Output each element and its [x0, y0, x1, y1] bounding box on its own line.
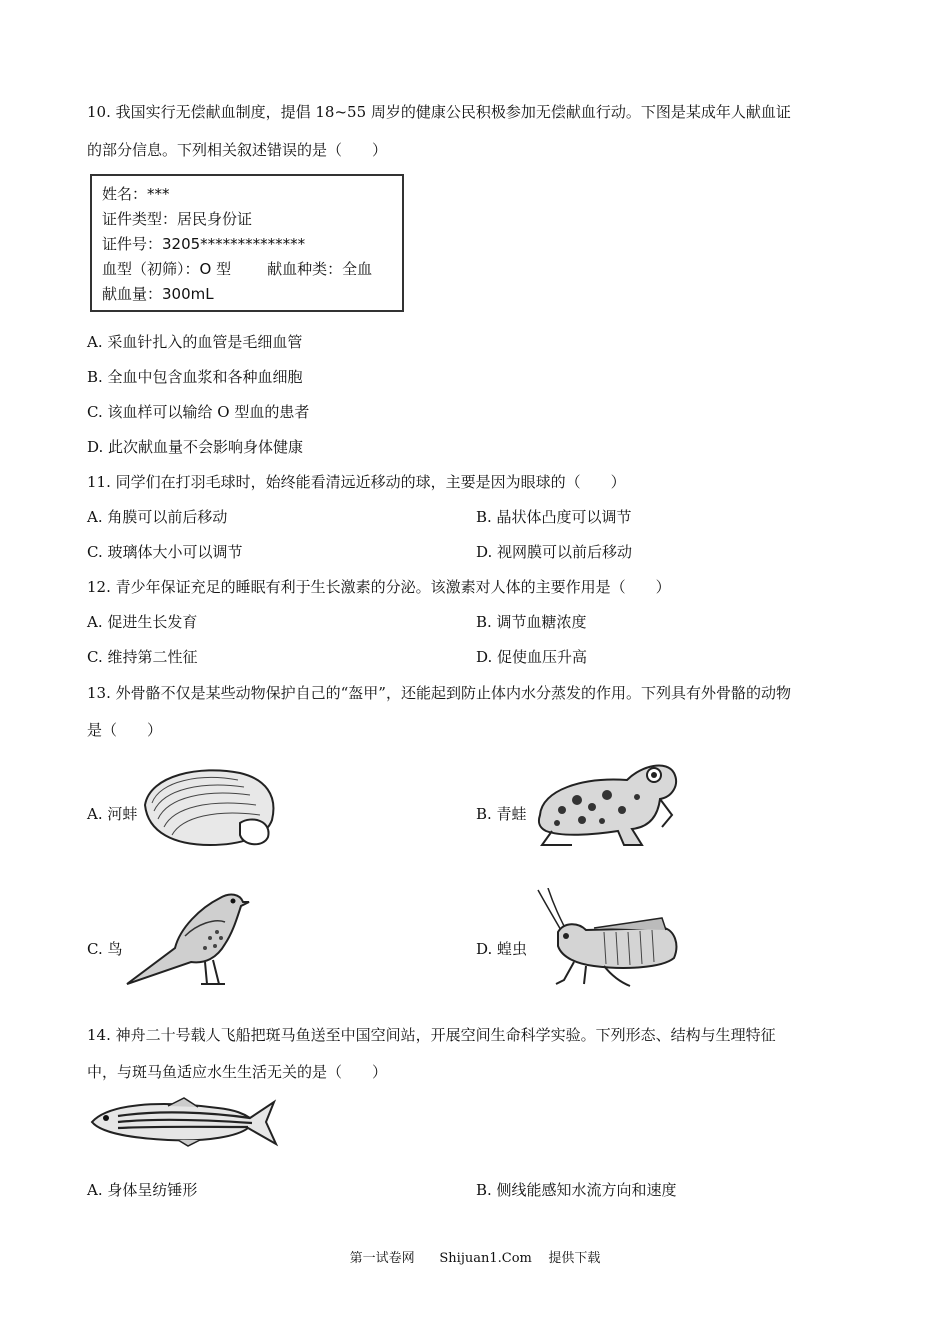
q12-option-a: A. 促进生长发育 [87, 613, 198, 631]
page-footer: 第一试卷网 Shijuan1.Com 提供下载 [349, 1251, 601, 1266]
q10-stem-line1: 10. 我国实行无偿献血制度，提倡 18~55 周岁的健康公民积极参加无偿献血行动。下图是某成年人献血证 [87, 103, 791, 121]
q10-option-c: C. 该血样可以输给 O 型血的患者 [87, 403, 310, 421]
q12-stem: 12. 青少年保证充足的睡眠有利于生长激素的分泌。该激素对人体的主要作用是（ ） [87, 578, 671, 596]
card-blood-type: 血型（初筛）：O 型 [102, 260, 232, 278]
q11-stem: 11. 同学们在打羽毛球时，始终能看清远近移动的球，主要是因为眼球的（ ） [87, 473, 626, 491]
q11-option-d: D. 视网膜可以前后移动 [476, 543, 633, 561]
q11-option-a: A. 角膜可以前后移动 [87, 508, 228, 526]
q10-option-d: D. 此次献血量不会影响身体健康 [87, 438, 304, 456]
clam-illustration [140, 765, 280, 850]
bird-illustration [125, 888, 250, 988]
q13-option-d: D. 蝗虫 [476, 940, 528, 958]
zebrafish-illustration [88, 1096, 280, 1148]
q13-option-b: B. 青蛙 [476, 805, 527, 823]
card-blood-row [102, 257, 392, 282]
card-volume: 献血量：300mL [102, 285, 214, 303]
q11-option-b: B. 晶状体凸度可以调节 [476, 508, 632, 526]
blood-donation-card [90, 174, 404, 312]
q10-option-b: B. 全血中包含血浆和各种血细胞 [87, 368, 303, 386]
q13-option-a: A. 河蚌 [87, 805, 138, 823]
q12-option-c: C. 维持第二性征 [87, 648, 198, 666]
q14-option-a: A. 身体呈纺锤形 [87, 1181, 198, 1199]
q13-option-c: C. 鸟 [87, 940, 123, 958]
card-id-number: 证件号：3205************** [102, 235, 306, 253]
q12-option-b: B. 调节血糖浓度 [476, 613, 587, 631]
q13-stem-line2: 是（ ） [87, 721, 163, 739]
q12-option-d: D. 促使血压升高 [476, 648, 588, 666]
q14-stem-line2: 中，与斑马鱼适应水生生活无关的是（ ） [87, 1063, 388, 1081]
card-donation-kind: 献血种类：全血 [267, 260, 373, 278]
locust-illustration [534, 888, 682, 988]
card-id-type: 证件类型：居民身份证 [102, 210, 253, 228]
frog-illustration [532, 755, 682, 850]
q10-option-a: A. 采血针扎入的血管是毛细血管 [87, 333, 303, 351]
q14-stem-line1: 14. 神舟二十号载人飞船把斑马鱼送至中国空间站，开展空间生命科学实验。下列形态、结构与生理特征 [87, 1026, 776, 1044]
q10-stem-line2: 的部分信息。下列相关叙述错误的是（ ） [87, 141, 388, 159]
q14-option-b: B. 侧线能感知水流方向和速度 [476, 1181, 677, 1199]
card-name: 姓名：*** [102, 185, 170, 203]
q11-option-c: C. 玻璃体大小可以调节 [87, 543, 243, 561]
q13-stem-line1: 13. 外骨骼不仅是某些动物保护自己的“盔甲”，还能起到防止体内水分蒸发的作用。下列具有外骨骼的动物 [87, 684, 791, 702]
